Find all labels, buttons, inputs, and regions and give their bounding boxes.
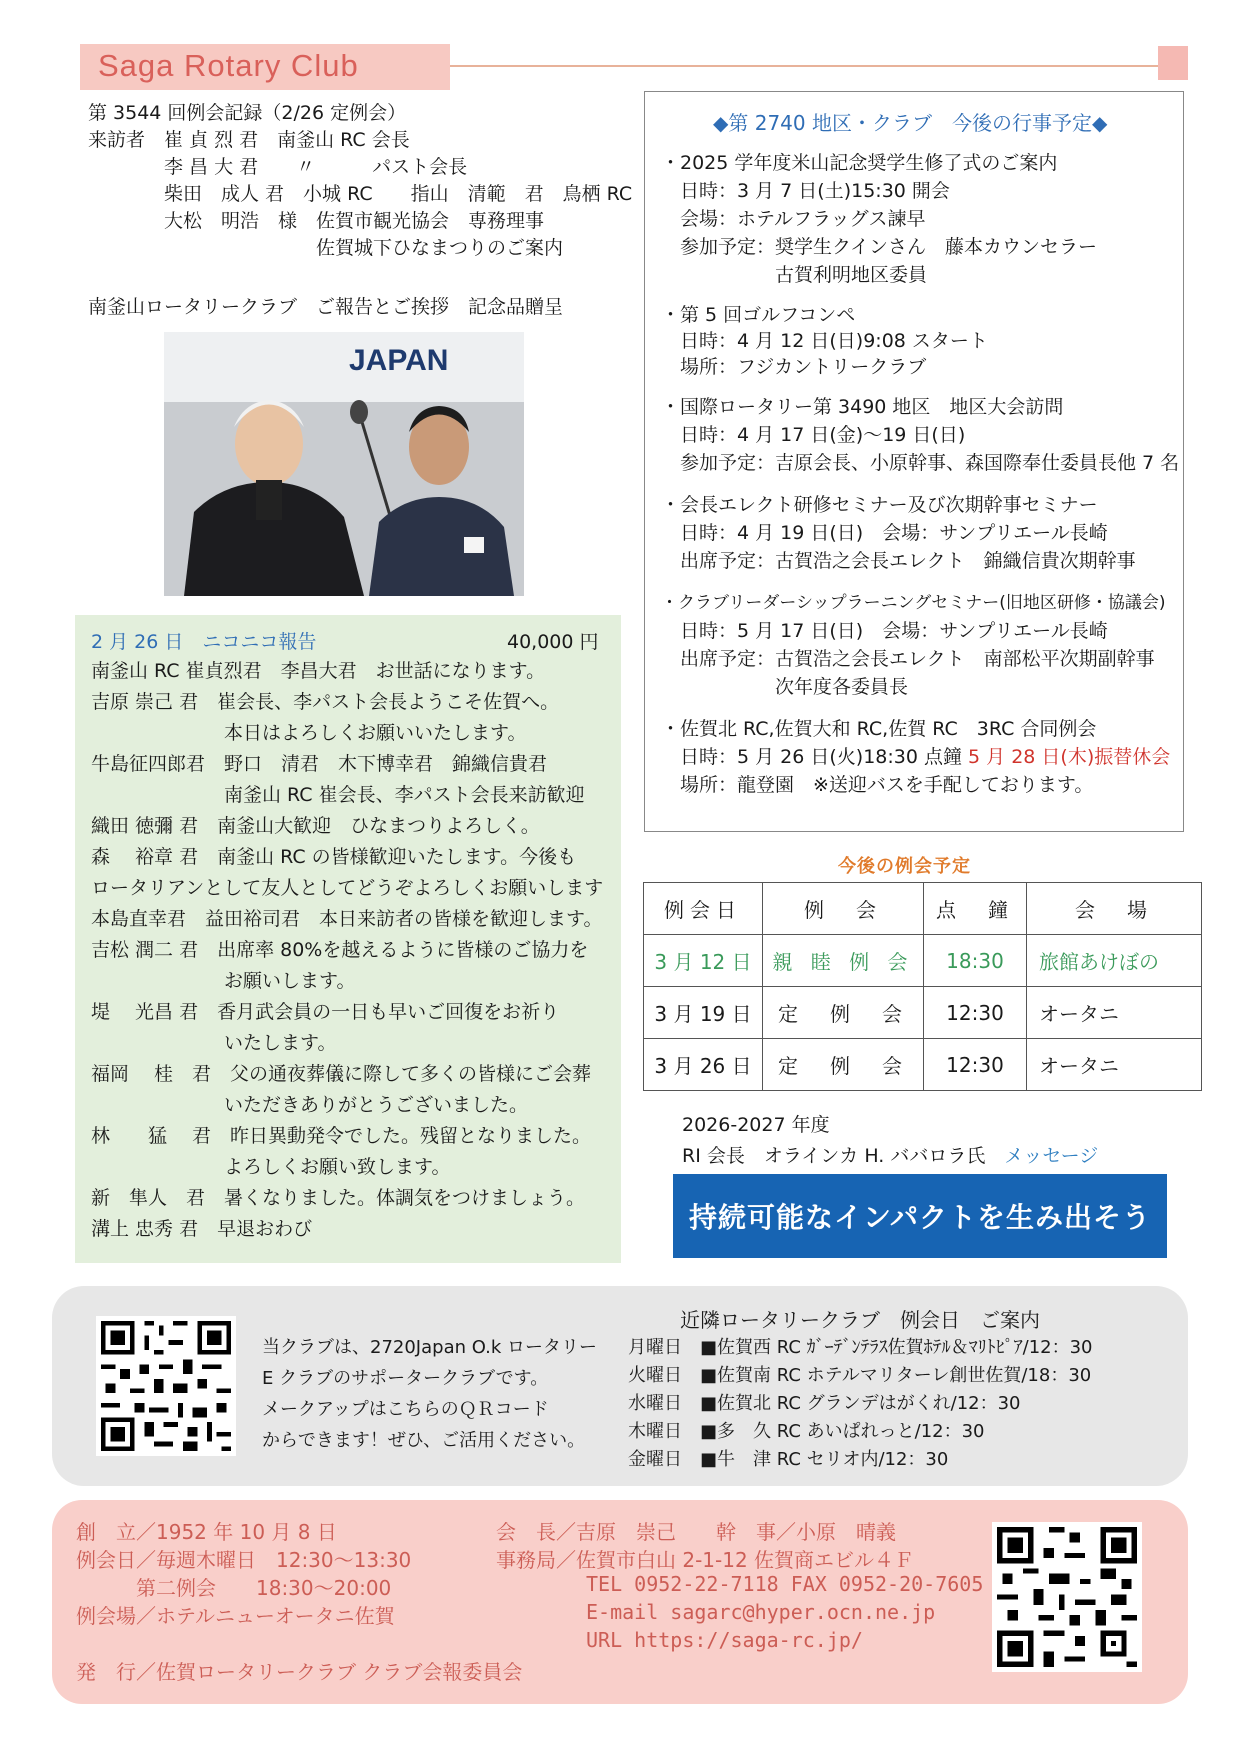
makeup-and-neighbors — [52, 1286, 1188, 1486]
col-header: 例会日 — [644, 883, 763, 935]
niko-line: 織田 徳彌 君 南釜山大歓迎 ひなまつりよろしく。 — [91, 815, 540, 837]
event-line: 出席予定：古賀浩之会長エレクト 錦織信貴次期幹事 — [661, 550, 1136, 572]
cell-date: 3 月 19 日 — [644, 987, 763, 1039]
niko-line: 溝上 忠秀 君 早退おわび — [91, 1218, 313, 1240]
cell-time: 18:30 — [924, 935, 1027, 987]
event-line: 日時：4 月 12 日(日)9:08 スタート — [661, 330, 988, 352]
neighbor-line: 木曜日 ■多 久 RC あいぱれっと/12：30 — [628, 1421, 985, 1442]
neighbor-line: 火曜日 ■佐賀南 RC ホテルマリターレ創世佐賀/18：30 — [628, 1365, 1092, 1386]
makeup-line: E クラブのサポータークラブです。 — [262, 1368, 549, 1389]
founded: 創 立／1952 年 10 月 8 日 — [76, 1520, 337, 1544]
niko-line: ロータリアンとして友人としてどうぞよろしくお願いします — [91, 877, 604, 899]
niko-line: 南釜山 RC 崔貞烈君 李昌大君 お世話になります。 — [91, 660, 546, 682]
col-header: 点 鐘 — [924, 883, 1027, 935]
table-row — [644, 935, 1202, 987]
niko-line: 吉松 潤二 君 出席率 80%を越えるように皆様のご協力を — [91, 939, 589, 961]
event-line: 出席予定：古賀浩之会長エレクト 南部松平次期副幹事 — [661, 648, 1155, 670]
event-line — [661, 744, 1170, 770]
makeup-line: からできます！ぜひ、ご活用ください。 — [262, 1430, 586, 1451]
event-text: 日時：5 月 26 日(火)18:30 点鐘 — [661, 746, 969, 768]
event-line: 会場：ホテルフラッグス諫早 — [661, 208, 926, 230]
event-line: 日時：5 月 17 日(日) 会場：サンプリエール長崎 — [661, 620, 1108, 642]
event-line: ・第 5 回ゴルフコンペ — [661, 304, 856, 326]
table-row — [644, 1039, 1202, 1091]
event-line: 日時：3 月 7 日(土)15:30 開会 — [661, 180, 950, 202]
cell-meeting: 定 例 会 — [763, 1039, 924, 1091]
record-line: 柴田 成人 君 小城 RC 指山 清範 君 鳥栖 RC — [88, 183, 633, 205]
cell-venue: 旅館あけぼの — [1027, 935, 1202, 987]
officers: 会 長／吉原 崇己 幹 事／小原 晴義 — [496, 1520, 896, 1544]
record-line: 大松 明浩 様 佐賀市観光協会 専務理事 — [88, 210, 545, 232]
makeup-qr-code[interactable] — [96, 1316, 236, 1456]
niko-line: 森 裕章 君 南釜山 RC の皆様歓迎いたします。今後も — [91, 846, 577, 868]
neighbor-line: 水曜日 ■佐賀北 RC グランデはがくれ/12：30 — [628, 1393, 1021, 1414]
venue: 例会場／ホテルニューオータニ佐賀 — [76, 1604, 395, 1628]
event-line: ・国際ロータリー第 3490 地区 地区大会訪問 — [661, 396, 1064, 418]
events-title: ◆第 2740 地区・クラブ 今後の行事予定◆ — [713, 111, 1108, 135]
meeting-photo — [164, 332, 524, 596]
niko-line: 新 隼人 君 暑くなりました。体調気をつけましょう。 — [91, 1187, 586, 1209]
niko-line: 吉原 崇己 君 崔会長、李パスト会長ようこそ佐賀へ。 — [91, 691, 560, 713]
col-header: 例 会 — [763, 883, 924, 935]
neighbor-line: 金曜日 ■牛 津 RC セリオ内/12：30 — [628, 1449, 949, 1470]
niko-line: いただきありがとうございました。 — [91, 1094, 529, 1116]
publisher: 発 行／佐賀ロータリークラブ クラブ会報委員会 — [76, 1660, 523, 1684]
cell-date: 3 月 26 日 — [644, 1039, 763, 1091]
event-line: ・2025 学年度米山記念奨学生修了式のご案内 — [661, 152, 1058, 174]
niko-line: 牛島征四郎君 野口 清君 木下博幸君 錦織信貴君 — [91, 753, 548, 775]
event-line: 参加予定：奨学生クインさん 藤本カウンセラー — [661, 236, 1098, 258]
table-row — [644, 987, 1202, 1039]
club-title: Saga Rotary Club — [98, 48, 359, 83]
ri-president — [682, 1141, 1098, 1168]
club-info-footer — [52, 1500, 1188, 1704]
makeup-line: メークアップはこちらのＱＲコード — [262, 1399, 549, 1420]
cell-meeting: 親 睦 例 会 — [763, 935, 924, 987]
niko-line: 福岡 桂 君 父の通夜葬儀に際して多くの皆様にご会葬 — [91, 1063, 592, 1085]
record-line: 李 昌 大 君 〃 パスト会長 — [88, 156, 468, 178]
event-line: ・会長エレクト研修セミナー及び次期幹事セミナー — [661, 494, 1098, 516]
club-qr-code[interactable] — [992, 1522, 1142, 1672]
niko-heading: 2 月 26 日 ニコニコ報告 — [91, 631, 317, 653]
event-line: 参加予定：吉原会長、小原幹事、森国際奉仕委員長他 7 名 — [661, 452, 1180, 474]
niko-amount: 40,000 円 — [507, 631, 599, 653]
event-line: ・クラブリーダーシップラーニングセミナー(旧地区研修・協議会) — [661, 593, 1166, 613]
niko-line: 南釜山 RC 崔会長、李パスト会長来訪歓迎 — [91, 784, 585, 806]
record-line: 第 3544 回例会記録（2/26 定例会） — [88, 102, 407, 124]
event-line: 次年度各委員長 — [661, 676, 909, 698]
upcoming-events — [644, 91, 1184, 832]
header-square — [1158, 46, 1188, 80]
ri-year: 2026-2027 年度 — [682, 1114, 830, 1136]
meeting-day: 例会日／毎週木曜日 12:30～13:30 — [76, 1548, 412, 1572]
ri-theme-banner: 持続可能なインパクトを生み出そう — [673, 1174, 1167, 1258]
schedule-table — [643, 882, 1202, 1091]
record-line: 南釜山ロータリークラブ ご報告とご挨拶 記念品贈呈 — [88, 296, 564, 318]
header-rule — [450, 65, 1158, 67]
email[interactable]: E-mail sagarc@hyper.ocn.ne.jp — [586, 1600, 936, 1624]
cell-venue: オータニ — [1027, 987, 1202, 1039]
schedule-header-row — [644, 883, 1202, 935]
makeup-line: 当クラブは、2720Japan O.k ロータリー — [262, 1337, 598, 1358]
cell-time: 12:30 — [924, 1039, 1027, 1091]
niko-line: お願いします。 — [91, 970, 356, 992]
url-link[interactable]: URL https://saga-rc.jp/ — [586, 1628, 863, 1652]
niko-line: 本日はよろしくお願いいたします。 — [91, 722, 527, 744]
cell-meeting: 定 例 会 — [763, 987, 924, 1039]
tel-fax: TEL 0952-22-7118 FAX 0952-20-7605 — [586, 1572, 984, 1596]
niko-line: 本島直幸君 益田裕司君 本日来訪者の皆様を歓迎します。 — [91, 908, 603, 930]
event-line: 日時：4 月 17 日(金)～19 日(日) — [661, 424, 966, 446]
holiday-note: 5 月 28 日(木)振替休会 — [968, 746, 1171, 768]
niko-line: いたします。 — [91, 1032, 337, 1054]
neighbor-line: 月曜日 ■佐賀西 RC ｶﾞｰﾃﾞﾝﾃﾗｽ佐賀ﾎﾃﾙ＆ﾏﾘﾄﾋﾟｱ/12：30 — [628, 1337, 1093, 1358]
col-header: 会 場 — [1027, 883, 1202, 935]
event-line: 場所：龍登園 ※送迎バスを手配しております。 — [661, 774, 1094, 796]
niko-line: 林 猛 君 昨日異動発令でした。残留となりました。 — [91, 1125, 592, 1147]
cell-time: 12:30 — [924, 987, 1027, 1039]
niko-line: よろしくお願い致します。 — [91, 1156, 451, 1178]
ri-message-link[interactable]: メッセージ — [1004, 1145, 1099, 1167]
photo-banner-text: JAPAN — [349, 344, 449, 377]
second-meeting: 第二例会 18:30～20:00 — [76, 1576, 392, 1600]
ri-president-name: RI 会長 オラインカ H. ババロラ氏 — [682, 1145, 1005, 1167]
record-line: 来訪者 崔 貞 烈 君 南釜山 RC 会長 — [88, 129, 410, 151]
schedule-title: 今後の例会予定 — [838, 856, 971, 877]
neighbors-title: 近隣ロータリークラブ 例会日 ご案内 — [680, 1308, 1040, 1332]
event-line: 場所：フジカントリークラブ — [661, 356, 927, 378]
cell-date: 3 月 12 日 — [644, 935, 763, 987]
cell-venue: オータニ — [1027, 1039, 1202, 1091]
event-line: ・佐賀北 RC,佐賀大和 RC,佐賀 RC 3RC 合同例会 — [661, 718, 1097, 740]
niko-niko-report — [75, 615, 621, 1263]
event-line: 古賀利明地区委員 — [661, 264, 928, 286]
niko-line: 堤 光昌 君 香月武会員の一日も早いご回復をお祈り — [91, 1001, 560, 1023]
record-line: 佐賀城下ひなまつりのご案内 — [88, 237, 564, 259]
office-address: 事務局／佐賀市白山 2-1-12 佐賀商エビル４Ｆ — [496, 1548, 915, 1572]
event-line: 日時：4 月 19 日(日) 会場：サンプリエール長崎 — [661, 522, 1108, 544]
